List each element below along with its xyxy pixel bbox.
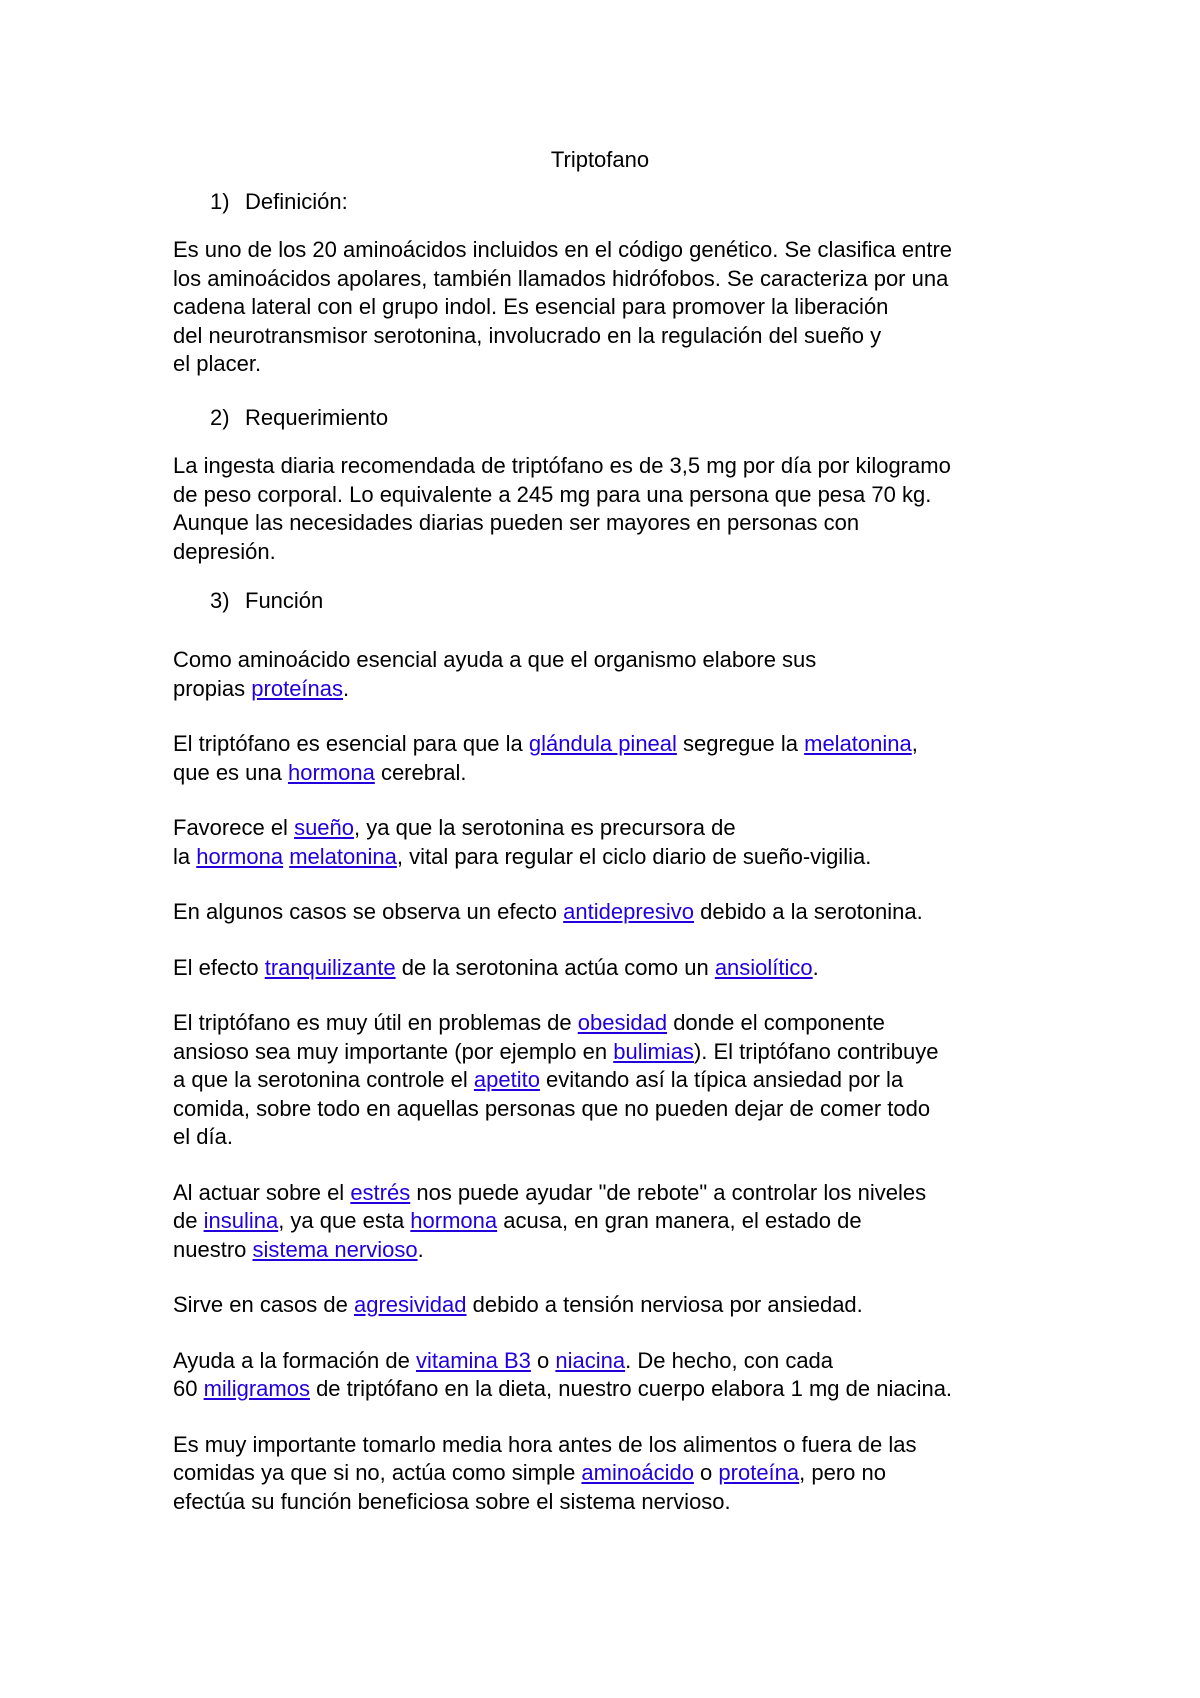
link-agresividad[interactable]: agresividad [353, 1292, 467, 1317]
funcion-paragraph-7 [173, 1179, 1053, 1265]
link-hormona[interactable]: hormona [196, 843, 284, 869]
link-apetito[interactable]: apetito [473, 1067, 540, 1092]
funcion-paragraph-8 [173, 1291, 1053, 1320]
link-hormona[interactable]: hormona [287, 759, 375, 785]
text-line: En algunos casos se observa un efecto antidepresivo debido a la serotonina. [173, 899, 923, 924]
section-label: Definición: [245, 189, 348, 214]
text-line: cadena lateral con el grupo indol. Es esencial para promover la liberación [173, 294, 889, 319]
text-line: de insulina, ya que esta hormona acusa, en gran manera, el estado de [173, 1208, 862, 1233]
section-label: Función [245, 588, 324, 613]
link-bulimias[interactable]: bulimias [613, 1038, 694, 1064]
section-number: 1) [210, 189, 230, 214]
funcion-paragraph-1 [173, 646, 1053, 703]
text-line: el día. [173, 1124, 233, 1149]
funcion-paragraph-4 [173, 898, 1053, 927]
text-line: Al actuar sobre el estrés nos puede ayudar "de rebote" a controlar los niveles [173, 1179, 927, 1205]
link-vitamina-b3[interactable]: vitamina B3 [415, 1347, 531, 1373]
funcion-paragraph-2 [173, 730, 1053, 787]
text-line: comida, sobre todo en aquellas personas que no pueden dejar de comer todo [173, 1095, 931, 1121]
text-line: que es una hormona cerebral. [173, 759, 467, 785]
text-line: los aminoácidos apolares, también llamados hidrófobos. Se caracteriza por una [173, 265, 949, 291]
link-estres[interactable]: estrés [350, 1179, 411, 1205]
funcion-content [173, 646, 1053, 1543]
link-aminoacido[interactable]: aminoácido [581, 1460, 694, 1485]
text-line: de peso corporal. Lo equivalente a 245 mg para una persona que pesa 70 kg. [173, 481, 932, 507]
requerimiento-paragraph [173, 452, 1053, 566]
section-heading-definicion [210, 188, 348, 216]
text-line: El triptófano es muy útil en problemas de obesidad donde el componente [173, 1010, 885, 1035]
section-number: 3) [210, 588, 230, 613]
text-line: depresión. [173, 538, 276, 564]
text-line: Aunque las necesidades diarias pueden ser mayores en personas con [173, 510, 860, 535]
link-glandula-pineal[interactable]: glándula pineal [528, 731, 677, 756]
link-niacina[interactable]: niacina [555, 1347, 626, 1373]
text-line: a que la serotonina controle el apetito evitando así la típica ansiedad por la [173, 1067, 904, 1092]
text-line: propias proteínas. [173, 675, 350, 701]
funcion-paragraph-5 [173, 954, 1053, 983]
funcion-paragraph-10 [173, 1431, 1053, 1517]
text-line: efectúa su función beneficiosa sobre el sistema nervioso. [173, 1488, 731, 1514]
text-line: Favorece el sueño, ya que la serotonina es precursora de [173, 815, 736, 840]
text-line: Como aminoácido esencial ayuda a que el organismo elabore sus [173, 647, 817, 672]
text-line: Ayuda a la formación de vitamina B3 o niacina. De hecho, con cada [173, 1347, 834, 1373]
text-line: Es muy importante tomarlo media hora antes de los alimentos o fuera de las [173, 1431, 917, 1457]
document-title: Triptofano [550, 147, 650, 172]
text-line: la hormona melatonina, vital para regular el ciclo diario de sueño-vigilia. [173, 843, 872, 869]
text-line: el placer. [173, 351, 262, 376]
text-line: ansioso sea muy importante (por ejemplo en bulimias). El triptófano contribuye [173, 1038, 939, 1064]
text-line: El efecto tranquilizante de la serotonina actúa como un ansiolítico. [173, 954, 819, 980]
link-obesidad[interactable]: obesidad [577, 1010, 668, 1035]
link-tranquilizante[interactable]: tranquilizante [264, 954, 396, 980]
section-heading-requerimiento [210, 404, 388, 432]
link-proteinas[interactable]: proteínas [251, 675, 344, 701]
text-line: nuestro sistema nervioso. [173, 1236, 424, 1262]
text-line: Es uno de los 20 aminoácidos incluidos en el código genético. Se clasifica entre [173, 237, 953, 262]
section-number: 2) [210, 405, 230, 430]
text-line: 60 miligramos de triptófano en la dieta, nuestro cuerpo elabora 1 mg de niacina. [173, 1376, 953, 1401]
link-proteina[interactable]: proteína [718, 1460, 800, 1485]
text-line: comidas ya que si no, actúa como simple aminoácido o proteína, pero no [173, 1460, 886, 1485]
funcion-paragraph-6 [173, 1009, 1053, 1152]
link-hormona[interactable]: hormona [410, 1208, 498, 1233]
link-melatonina[interactable]: melatonina [804, 731, 912, 756]
funcion-paragraph-9 [173, 1347, 1053, 1404]
link-antidepresivo[interactable]: antidepresivo [563, 899, 695, 924]
section-heading-funcion [210, 587, 323, 615]
funcion-paragraph-3 [173, 814, 1053, 871]
link-melatonina[interactable]: melatonina [289, 843, 397, 869]
text-line: El triptófano es esencial para que la glándula pineal segregue la melatonina, [173, 731, 918, 756]
text-line: La ingesta diaria recomendada de triptófano es de 3,5 mg por día por kilogramo [173, 453, 951, 478]
link-miligramos[interactable]: miligramos [203, 1376, 310, 1401]
section-label: Requerimiento [245, 405, 389, 430]
text-line: Sirve en casos de agresividad debido a tensión nerviosa por ansiedad. [173, 1292, 863, 1317]
link-insulina[interactable]: insulina [203, 1208, 279, 1233]
text-line: del neurotransmisor serotonina, involucrado en la regulación del sueño y [173, 322, 882, 348]
link-ansiolitico[interactable]: ansiolítico [714, 954, 813, 980]
link-sueno[interactable]: sueño [294, 815, 355, 840]
definicion-paragraph [173, 236, 1053, 379]
link-sistema-nervioso[interactable]: sistema nervioso [252, 1236, 418, 1262]
